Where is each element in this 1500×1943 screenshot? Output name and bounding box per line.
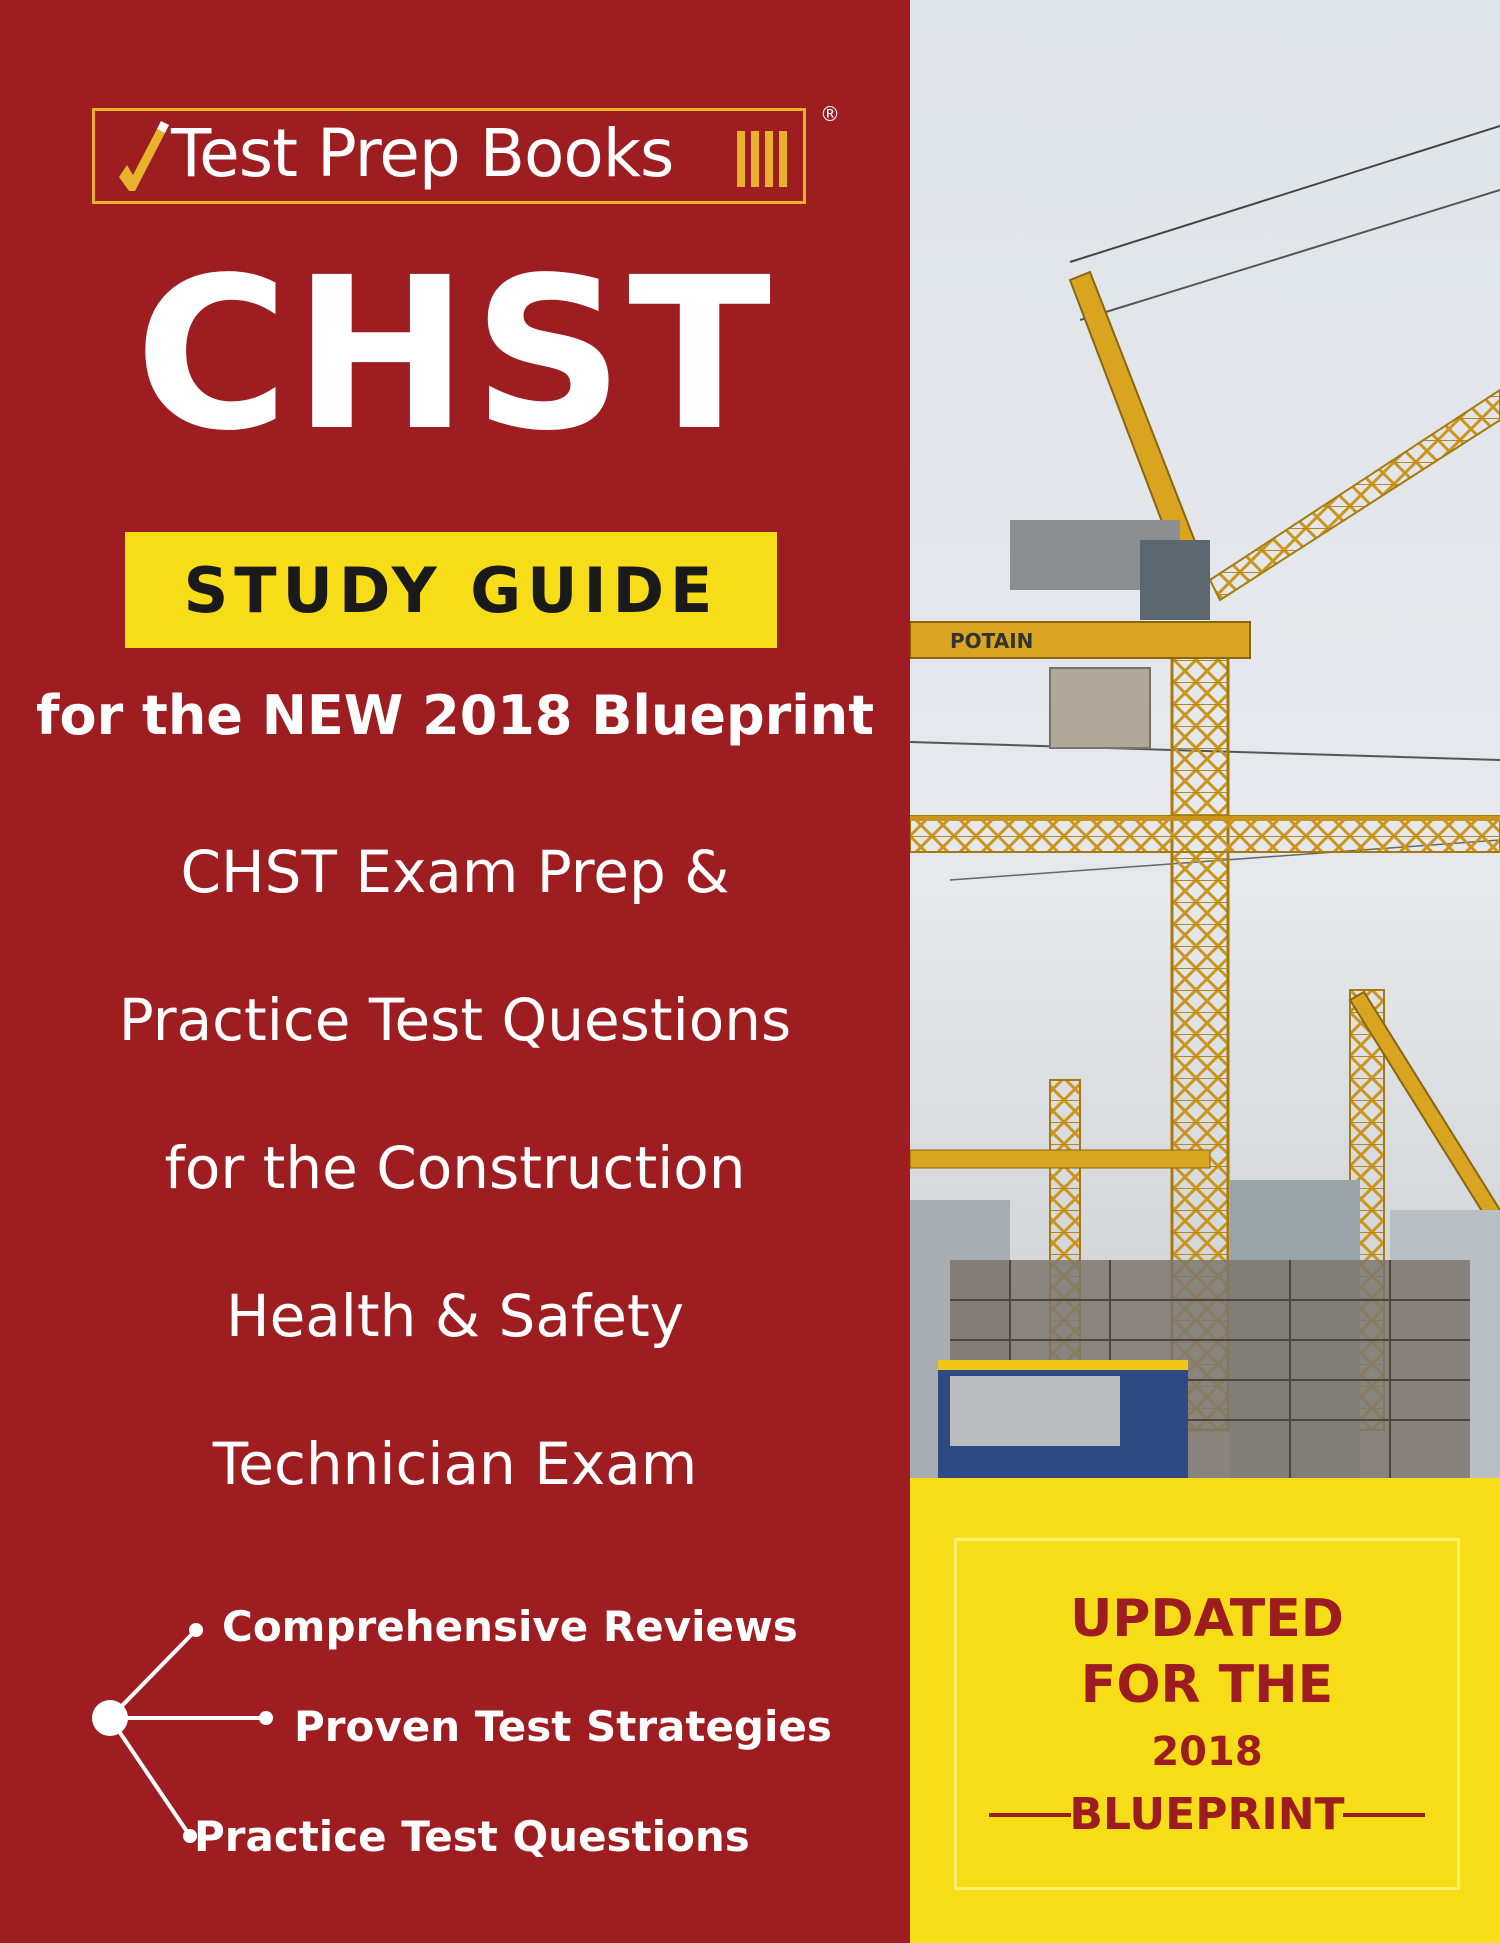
study-guide-label: STUDY GUIDE (183, 553, 719, 627)
description-line: for the Construction (164, 1134, 746, 1202)
cranes-photo (910, 0, 1500, 1478)
bars-icon (735, 125, 789, 191)
updated-panel (910, 1478, 1500, 1943)
publisher-name: Test Prep Books (171, 115, 674, 192)
updated-line-2: FOR THE (1080, 1655, 1334, 1715)
blueprint-subtitle: for the NEW 2018 Blueprint (35, 684, 875, 747)
updated-badge (954, 1538, 1460, 1890)
updated-year: 2018 (1151, 1729, 1263, 1775)
updated-line-1: UPDATED (1070, 1589, 1344, 1649)
publisher-logo (92, 108, 806, 204)
description-line: Technician Exam (212, 1430, 698, 1498)
registered-mark: ® (820, 102, 840, 126)
pencil-check-icon (113, 121, 173, 197)
description-line: Health & Safety (225, 1282, 685, 1350)
description-line: CHST Exam Prep & (180, 838, 730, 906)
updated-line-4: BLUEPRINT (1069, 1789, 1345, 1840)
feature-item: Practice Test Questions (194, 1812, 750, 1861)
crane-sign: POTAIN (950, 629, 1034, 653)
feature-item: Proven Test Strategies (294, 1702, 832, 1751)
book-title: CHST (134, 232, 776, 477)
description-line: Practice Test Questions (118, 986, 792, 1054)
feature-item: Comprehensive Reviews (222, 1602, 798, 1651)
study-guide-banner (125, 532, 777, 648)
